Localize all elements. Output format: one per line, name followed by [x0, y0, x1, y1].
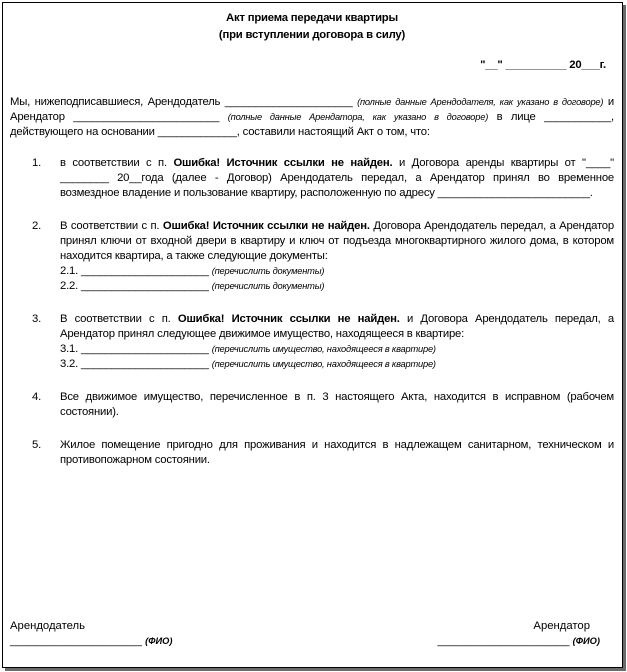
document-title — [10, 10, 614, 44]
reference-error: Ошибка! Источник ссылки не найден. — [177, 313, 400, 325]
intro-note-landlord: (полные данные Арендодателя, как указано в договоре) — [357, 97, 604, 107]
item-text: Договора Арендодатель передал, а Арендатор принял ключи от входной двери в квартиру и ключ от подъезда многоквартирного жилого дома, в котором находится квартира, а также следующие документы: — [60, 220, 614, 262]
intro-text-2: и Арендатор ________________________ — [10, 96, 614, 123]
sub-item-number: 2.2. — [60, 280, 79, 292]
item-text: и Договора аренды квартиры от "____" ________ 20__года (далее - Договор) Арендодатель передал, а Арендатор принял во временное возмездное владение и пользование квартиру, расположенную по адресу _________________________. — [60, 157, 614, 199]
reference-error: Ошибка! Источник ссылки не найден. — [162, 220, 370, 232]
list-item-3 — [10, 312, 614, 372]
item-number: 4. — [32, 391, 42, 403]
item-number: 2. — [32, 220, 42, 232]
title-line-2: (при вступлении договора в силу) — [218, 29, 406, 41]
sub-item-number: 3.1. — [60, 343, 79, 355]
sub-item-number: 2.1. — [60, 265, 79, 277]
sub-item-3-2 — [60, 357, 614, 372]
item-text: В соответствии с п. — [60, 220, 160, 232]
document-body — [10, 10, 614, 468]
item-text: Все движимое имущество, перечисленное в п. 3 настоящего Акта, находится в исправном (рабочем состоянии). — [60, 391, 614, 418]
sub-item-note: (перечислить имущество, находящееся в квартире) — [211, 359, 436, 369]
signature-block — [10, 619, 600, 653]
list-item-5 — [10, 438, 614, 468]
reference-error: Ошибка! Источник ссылки не найден. — [173, 157, 393, 169]
date-line: "__" __________ 20___г. — [480, 59, 606, 71]
tenant-label: Арендатор — [533, 620, 590, 632]
item-number: 5. — [32, 439, 42, 451]
sub-item-note: (перечислить имущество, находящееся в квартире) — [211, 344, 436, 354]
sub-item-blank: _____________________ — [81, 265, 209, 277]
sub-item-note: (перечислить документы) — [211, 266, 325, 276]
landlord-signature-line: _____________________ — [10, 635, 142, 647]
sub-item-3-1 — [60, 342, 614, 357]
intro-paragraph — [10, 95, 614, 140]
tenant-signature-line: _____________________ — [437, 635, 570, 647]
item-number: 1. — [32, 157, 42, 169]
intro-text-3: в лице ___________, действующего на основании _____________, составили настоящий Акт о том, что: — [10, 111, 614, 138]
tenant-name-note: (ФИО) — [572, 636, 600, 646]
item-text: и Договора Арендодатель передал, а Арендатор принял следующее движимое имущество, находящееся в квартире: — [60, 313, 614, 340]
sub-item-2-1 — [60, 264, 614, 279]
landlord-signature — [10, 619, 172, 649]
item-text: В соответствии с п. — [60, 313, 171, 325]
list-item-2 — [10, 219, 614, 294]
title-line-1: Акт приема передачи квартиры — [226, 12, 398, 24]
list-item-1 — [10, 156, 614, 201]
sub-item-blank: _____________________ — [81, 343, 209, 355]
item-text: Жилое помещение пригодно для проживания и находится в надлежащем санитарном, техническом и противопожарном состоянии. — [60, 439, 614, 466]
tenant-signature — [438, 619, 600, 649]
landlord-name-note: (ФИО) — [145, 636, 173, 646]
intro-note-tenant: (полные данные Арендатора, как указано в договоре) — [227, 112, 489, 122]
sub-item-2-2 — [60, 279, 614, 294]
sub-item-number: 3.2. — [60, 358, 79, 370]
item-number: 3. — [32, 313, 42, 325]
sub-item-note: (перечислить документы) — [211, 281, 325, 291]
intro-text-1: Мы, нижеподписавшиеся, Арендодатель _____________________ — [10, 96, 353, 108]
item-text: в соответствии с п. — [60, 157, 167, 169]
list-item-4 — [10, 390, 614, 420]
sub-item-blank: _____________________ — [81, 358, 209, 370]
landlord-label: Арендодатель — [10, 620, 86, 632]
sub-item-blank: _____________________ — [81, 280, 209, 292]
